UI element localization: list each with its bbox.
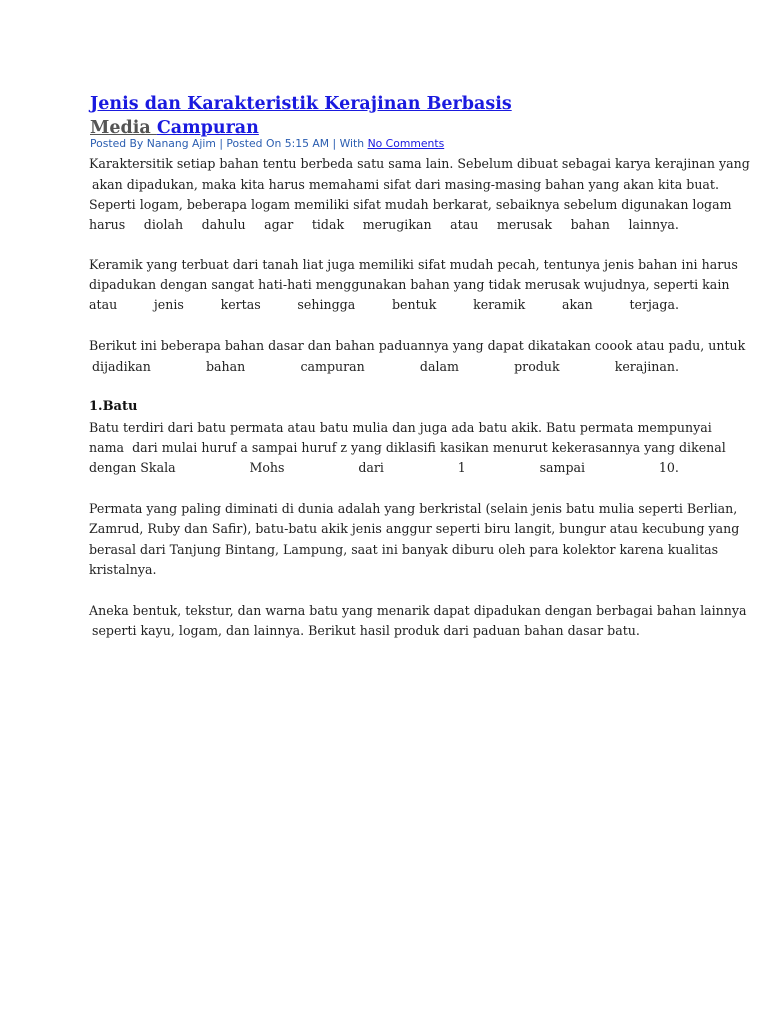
word: 1 <box>457 460 466 475</box>
paragraph-line <box>89 561 679 579</box>
post-meta <box>90 137 444 150</box>
title-link-campuran[interactable]: Campuran <box>156 118 259 138</box>
word: jenis <box>153 297 184 312</box>
title-link-line1[interactable]: Jenis dan Karakteristik Kerajinan Berbasis <box>90 94 512 114</box>
paragraph-line <box>89 602 747 620</box>
word: produk <box>514 359 560 374</box>
line-text: Keramik yang terbuat dari tanah liat juga memiliki sifat mudah pecah, tentunya jenis bahan ini harus <box>89 257 738 272</box>
paragraph-line <box>89 439 726 457</box>
paragraph-line-justified <box>89 358 679 376</box>
paragraph-line <box>89 520 740 538</box>
paragraph-line-justified <box>89 216 679 234</box>
line-text: berasal dari Tanjung Bintang, Lampung, saat ini banyak diburu oleh para kolektor karena kualitas <box>89 542 719 557</box>
article-title <box>90 92 690 140</box>
paragraph-line <box>89 541 719 559</box>
section-heading: 1.Batu <box>89 399 138 414</box>
line-text: Aneka bentuk, tekstur, dan warna batu yang menarik dapat dipadukan dengan berbagai bahan lainnya <box>89 603 747 618</box>
word: sehingga <box>297 297 356 312</box>
line-text: Permata yang paling diminati di dunia adalah yang berkristal (selain jenis batu mulia seperti Berlian, <box>89 501 738 516</box>
word: 10. <box>658 460 679 475</box>
comments-link[interactable]: No Comments <box>367 137 445 150</box>
line-text: Seperti logam, beberapa logam memiliki sifat mudah berkarat, sebaiknya sebelum digunakan logam <box>89 197 732 212</box>
title-link-media[interactable]: Media <box>90 118 157 138</box>
word: merugikan <box>362 217 432 232</box>
word: bahan <box>570 217 610 232</box>
word: dahulu <box>201 217 246 232</box>
word: merusak <box>496 217 553 232</box>
word: harus <box>89 217 126 232</box>
line-text: Batu terdiri dari batu permata atau batu mulia dan juga ada batu akik. Batu permata mempunyai <box>89 420 712 435</box>
word: kerajinan. <box>614 359 679 374</box>
word: diolah <box>143 217 184 232</box>
paragraph-line <box>89 419 712 437</box>
word: campuran <box>300 359 365 374</box>
line-text: Zamrud, Ruby dan Safir), batu-batu akik jenis anggur seperti biru langit, bungur atau kecubung yang <box>89 521 740 536</box>
paragraph-line <box>89 176 720 194</box>
word: keramik <box>473 297 526 312</box>
paragraph-line <box>89 276 730 294</box>
word: atau <box>89 297 118 312</box>
line-text: seperti kayu, logam, dan lainnya. Berikut hasil produk dari paduan bahan dasar batu. <box>92 623 640 638</box>
line-text: Berikut ini beberapa bahan dasar dan bahan paduannya yang dapat dikatakan coook atau padu, untuk <box>89 338 746 353</box>
paragraph-line <box>89 196 732 214</box>
word: sampai <box>539 460 586 475</box>
word: dijadikan <box>92 359 151 374</box>
paragraph-line-justified <box>89 296 679 314</box>
word: kertas <box>220 297 261 312</box>
word: lainnya. <box>628 217 679 232</box>
paragraph-line <box>89 500 738 518</box>
word: dari <box>358 460 384 475</box>
line-text: akan dipadukan, maka kita harus memahami sifat dari masing-masing bahan yang akan kita buat. <box>92 177 720 192</box>
line-text: kristalnya. <box>89 562 157 577</box>
paragraph-line <box>89 337 746 355</box>
word: bahan <box>205 359 246 374</box>
word: Mohs <box>249 460 285 475</box>
line-text: dipadukan dengan sangat hati-hati menggunakan bahan yang tidak merusak wujudnya, seperti kain <box>89 277 730 292</box>
word: atau <box>450 217 479 232</box>
paragraph-line-justified <box>89 459 679 477</box>
paragraph-line <box>89 155 750 173</box>
word: agar <box>264 217 294 232</box>
word: dalam <box>419 359 459 374</box>
word: tidak <box>311 217 345 232</box>
paragraph-line <box>89 622 679 640</box>
word: terjaga. <box>629 297 679 312</box>
word: dengan Skala <box>89 460 176 475</box>
post-meta-text: Posted By Nanang Ajim | Posted On 5:15 AM | With <box>90 137 368 150</box>
word: bentuk <box>391 297 437 312</box>
line-text: Karaktersitik setiap bahan tentu berbeda satu sama lain. Sebelum dibuat sebagai karya kerajinan yang <box>89 156 750 171</box>
paragraph-line <box>89 256 738 274</box>
line-text: nama dari mulai huruf a sampai huruf z yang diklasifi kasikan menurut kekerasannya yang dikenal <box>89 440 726 455</box>
word: akan <box>562 297 593 312</box>
